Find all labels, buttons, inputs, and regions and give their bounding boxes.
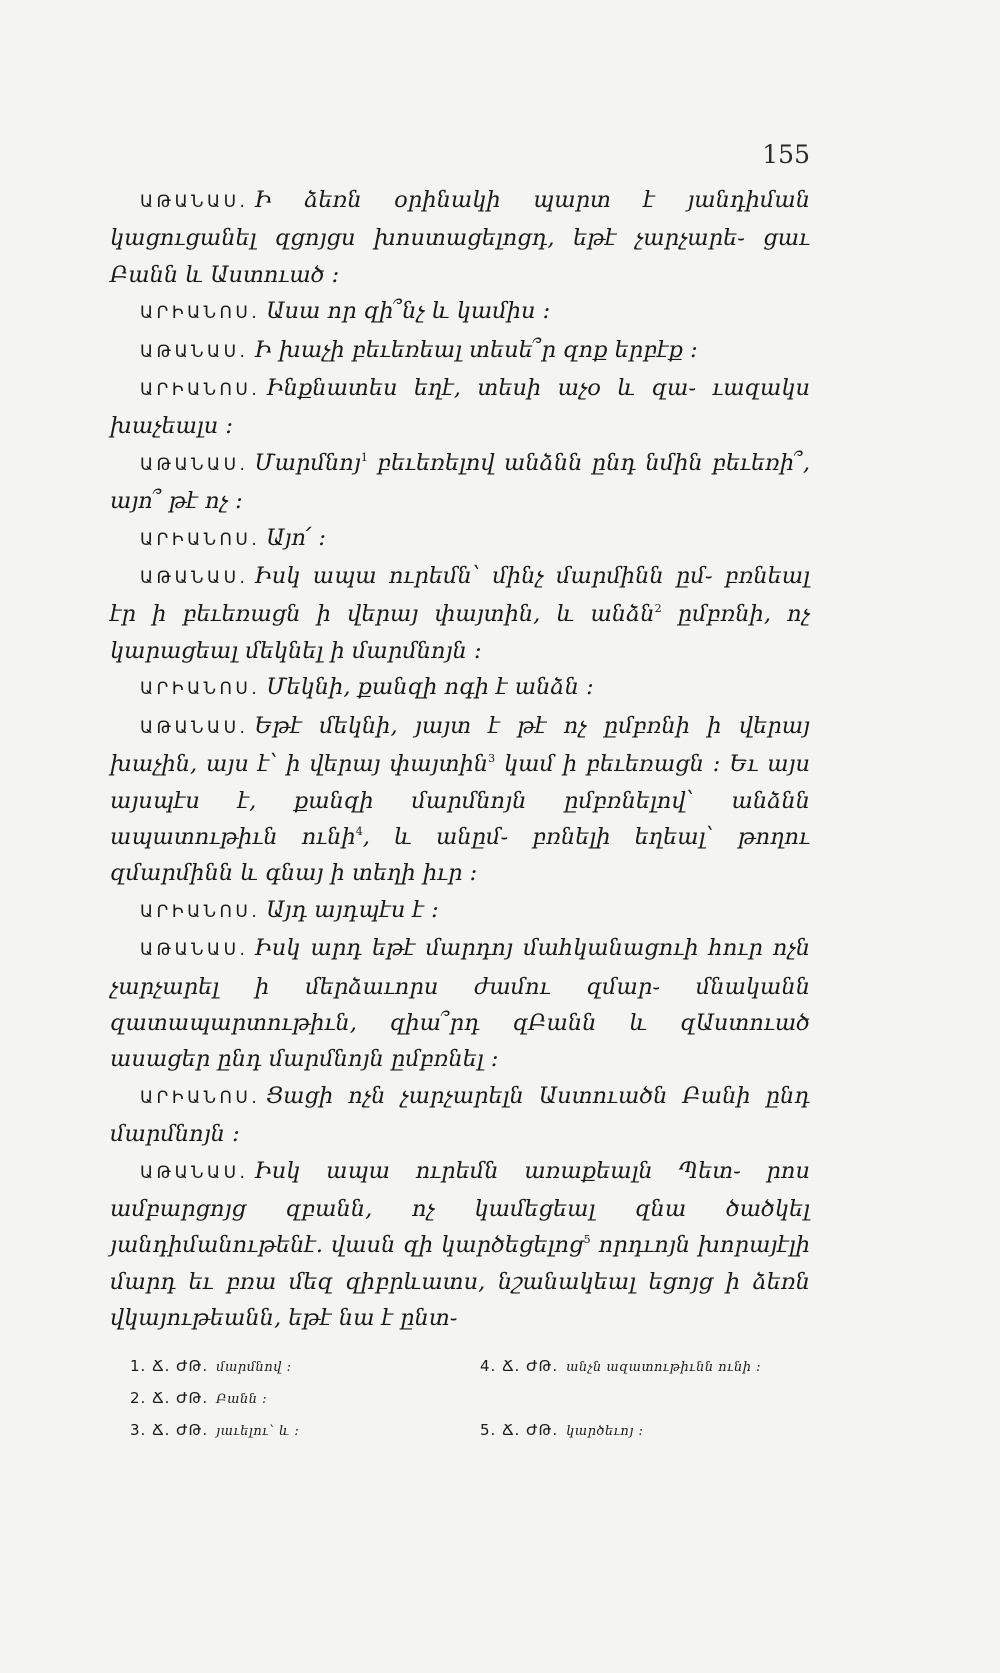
paragraph-text-continued: ըմբռնի, ոչ կարացեալ մեկնել ի մարմնոյն ։ bbox=[110, 601, 810, 664]
speaker-name: ԱՐԻԱՆՈՍ. bbox=[140, 529, 261, 550]
footnote-source: Ճ. ԺԹ. bbox=[502, 1357, 559, 1375]
footnote-text: մարմնով ։ bbox=[216, 1360, 292, 1375]
dialogue-paragraph bbox=[110, 520, 810, 558]
paragraph-text: Ասա որ զի՞նչ և կամիս ։ bbox=[266, 298, 551, 325]
footnote-marker[interactable]: 1 bbox=[360, 450, 368, 464]
paragraph-text: Մեկնի, քանզի ոգի է անձն ։ bbox=[266, 674, 594, 701]
speaker-name: ԱԹԱՆԱՍ. bbox=[140, 1162, 249, 1183]
page-number: 155 bbox=[762, 140, 810, 169]
footnote-marker[interactable]: 3 bbox=[488, 752, 496, 766]
dialogue-paragraph bbox=[110, 1078, 810, 1153]
paragraph-text: Ի ձեռն օրինակի պարտ է յանդիման կացուցանել զցոյցս խոստացելոցդ, եթէ չարչարե֊ ցաւ Բանն և Աստուած ։ bbox=[110, 187, 810, 288]
footnote-text: անչն ազատութիւնն ունի ։ bbox=[566, 1360, 762, 1375]
speaker-name: ԱԹԱՆԱՍ. bbox=[140, 454, 249, 475]
dialogue-paragraph bbox=[110, 930, 810, 1078]
footnote-marker[interactable]: 4 bbox=[355, 824, 363, 838]
paragraph-text: Այդ այդպէս է ։ bbox=[266, 896, 439, 923]
dialogue-body bbox=[110, 182, 810, 1337]
paragraph-text: Իսկ ապա ուրեմն առաքեալն Պետ֊ րոս ամբարցոյց զբանն, ոչ կամեցեալ զնա ծածկել յանդիմանութենէ. վասն զի կարծեցելոց bbox=[110, 1157, 810, 1259]
paragraph-text: Իսկ ապա ուրեմն՝ մինչ մարմինն ըմ֊ բռնեալ էր ի բեւեռացն ի վերայ փայտին, և անձն bbox=[110, 563, 810, 628]
paragraph-text: Ի խաչի բեւեռեալ տեսե՞ր զոք երբէք ։ bbox=[254, 336, 698, 363]
speaker-name: ԱԹԱՆԱՍ. bbox=[140, 568, 249, 589]
paragraph-text: Այո՛ ։ bbox=[266, 524, 327, 551]
speaker-name: ԱՐԻԱՆՈՍ. bbox=[140, 303, 261, 324]
footnote-number: 4. bbox=[480, 1357, 503, 1375]
footnote-entry bbox=[130, 1419, 480, 1443]
footnote-source: Ճ. ԺԹ. bbox=[152, 1357, 209, 1375]
footnote-text: Բանն ։ bbox=[216, 1392, 268, 1407]
dialogue-paragraph bbox=[110, 669, 810, 707]
dialogue-paragraph bbox=[110, 370, 810, 445]
dialogue-paragraph bbox=[110, 1153, 810, 1337]
paragraph-text: Մարմնոյ bbox=[254, 449, 361, 476]
footnote-marker[interactable]: 5 bbox=[583, 1233, 591, 1247]
speaker-name: ԱԹԱՆԱՍ. bbox=[140, 717, 249, 738]
footnote-entry bbox=[480, 1419, 820, 1443]
footnote-number: 2. bbox=[130, 1389, 153, 1407]
paragraph-text: Իսկ արդ եթէ մարդոյ մահկանացուի հուր ոչն չարչարել ի մերձաւորս ժամու զմար֊ մնականն զատապարտութիւն, զիա՞րդ զԲանն և զԱստուած ասացեր ընդ մարմնոյն ըմբռնել ։ bbox=[110, 935, 810, 1073]
footnote-entry bbox=[130, 1387, 480, 1411]
speaker-name: ԱԹԱՆԱՍ. bbox=[140, 192, 249, 212]
speaker-name: ԱՐԻԱՆՈՍ. bbox=[140, 380, 261, 401]
footnote-text: կարծեւոյ ։ bbox=[566, 1424, 644, 1439]
dialogue-paragraph bbox=[110, 293, 810, 331]
speaker-name: ԱՐԻԱՆՈՍ. bbox=[140, 1087, 261, 1108]
footnote-source: Ճ. ԺԹ. bbox=[502, 1421, 559, 1439]
dialogue-paragraph bbox=[110, 332, 810, 370]
footnote-entry bbox=[130, 1355, 480, 1379]
footnote-entry bbox=[480, 1387, 820, 1411]
footnote-number: 1. bbox=[130, 1357, 153, 1375]
paragraph-text-continued: , և անըմ֊ բռնելի եղեալ՝ թողու զմարմինն և գնայ ի տեղի իւր ։ bbox=[110, 823, 810, 887]
footnotes bbox=[130, 1355, 820, 1443]
paragraph-text-continued: բեւեռելով անձնն ընդ նմին բեւեռի՞, այո՞ թէ ոչ ։ bbox=[110, 449, 810, 515]
footnote-marker[interactable]: 2 bbox=[654, 602, 662, 616]
dialogue-paragraph bbox=[110, 558, 810, 669]
paragraph-text-continued: կամ ի բեւեռացն ։ Եւ այս այսպէս է, քանզի մարմնոյն ըմբռնելով՝ անձնն ապատութիւն ունի bbox=[110, 751, 810, 850]
footnote-source: Ճ. ԺԹ. bbox=[152, 1389, 209, 1407]
speaker-name: ԱՐԻԱՆՈՍ. bbox=[140, 901, 261, 922]
speaker-name: ԱՐԻԱՆՈՍ. bbox=[140, 679, 261, 700]
dialogue-paragraph bbox=[110, 708, 810, 892]
speaker-name: ԱԹԱՆԱՍ. bbox=[140, 940, 249, 961]
footnote-number: 3. bbox=[130, 1421, 153, 1439]
footnote-source: Ճ. ԺԹ. bbox=[152, 1421, 209, 1439]
paragraph-text: Եթէ մեկնի, յայտ է թէ ոչ ըմբռնի ի վերայ խաչին, այս է՝ ի վերայ փայտին bbox=[110, 712, 810, 778]
dialogue-paragraph bbox=[110, 445, 810, 520]
footnote-entry bbox=[480, 1355, 820, 1379]
footnote-number: 5. bbox=[480, 1421, 503, 1439]
speaker-name: ԱԹԱՆԱՍ. bbox=[140, 341, 249, 362]
dialogue-paragraph bbox=[110, 182, 810, 293]
dialogue-paragraph bbox=[110, 892, 810, 930]
footnote-text: յաւելու՝ և ։ bbox=[216, 1424, 300, 1439]
paragraph-text: Ցացի ոչն չարչարելն Աստուածն Բանի ընդ մարմնոյն ։ bbox=[110, 1082, 810, 1148]
paragraph-text: Ինքնատես եղէ, տեսի աչօ և զա֊ ւազակս խաչեալս ։ bbox=[110, 375, 810, 440]
paragraph-text-continued: որդւոյն խորայէլի մարդ եւ բռա մեզ զիբրևատս, նշանակեալ եցոյց ի ձեռն վկայութեանն, եթէ նա է ընտ֊ bbox=[110, 1232, 810, 1332]
